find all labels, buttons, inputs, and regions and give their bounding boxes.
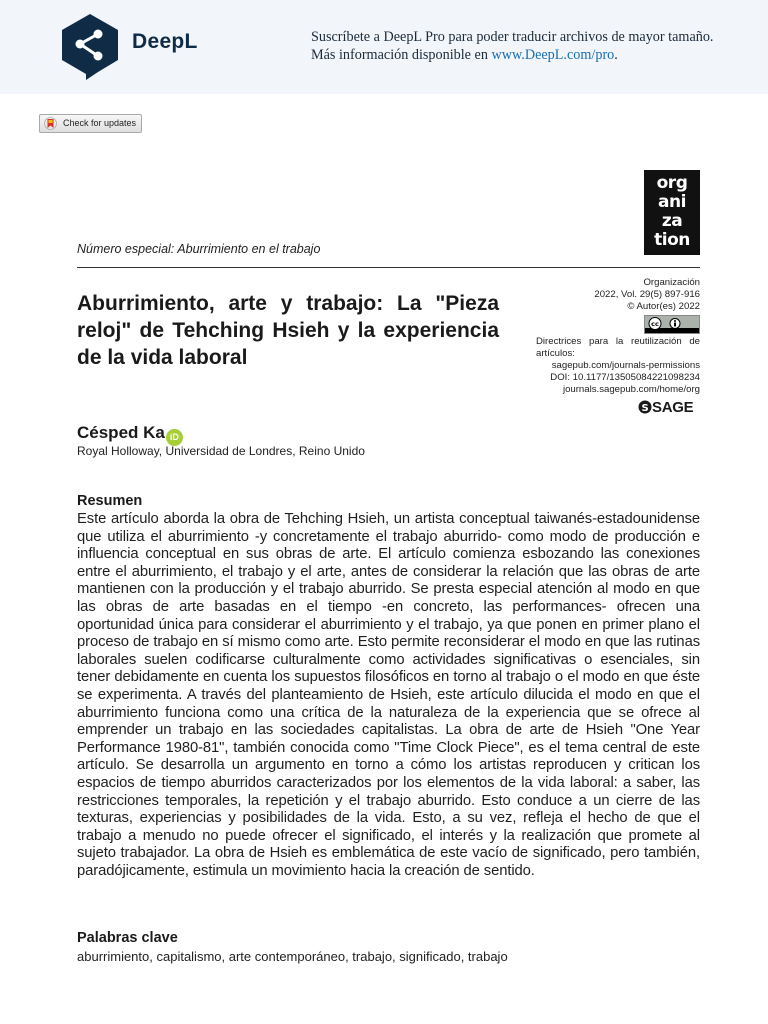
doi-text[interactable]: DOI: 10.1177/13505084221098234 [550,372,700,384]
sage-logo-text: SAGE [652,399,694,416]
logo-line-2: ani [658,192,686,212]
permissions-link[interactable]: sagepub.com/journals-permissions [551,360,700,372]
journal-home-link[interactable]: journals.sagepub.com/home/org [562,384,700,396]
journal-volume: 2022, Vol. 29(5) 897-916 [594,289,700,301]
keywords-list: aburrimiento, capitalismo, arte contemporáneo, trabajo, significado, trabajo [77,949,508,964]
abstract-heading: Resumen [77,493,143,509]
creative-commons-badge-icon [644,315,700,334]
cc-badge-text: cc [651,319,659,328]
deepl-logo-icon[interactable] [58,12,122,82]
abstract-body: Este artículo aborda la obra de Tehching Hsieh, un artista conceptual taiwanés-estadounidense que utiliza el aburrimiento -y concretamente el trabajo aburrido- como modo de producción e influencia conceptual en sus obras de arte. El artículo comienza esbozando las conexiones entre el aburrimiento, el trabajo y el arte, antes de considerar la relación que las obras de arte mantienen con la producción y el trabajo aburrido. Se presta especial atención al modo en que las obras de arte basadas en el tiempo -en concreto, las performances- ofrecen una oportunidad única para considerar el aburrimiento y el trabajo, ya que ponen en primer plano el proceso de trabajo en sí mismo como arte. Esto permite reconsiderar el modo en que las rutinas laborales suelen codificarse culturalmente como actividades significativas o esenciales, sin tener debidamente en cuenta los supuestos filosóficos en torno al trabajo o el modo en que éste se experimenta. A través del planteamiento de Hsieh, este artículo dilucida el modo en que el aburrimiento funciona como una crítica de la naturaleza de la experiencia que se ofrece al emprender un trabajo en las sociedades capitalistas. La obra de arte de Hsieh "One Year Performance 1980-81", también conocida como "Time Clock Piece", es el tema central de este artículo. Se desarrolla un argumento en torno a cómo los artistas reproducen y critican los espacios de tiempo aburridos caracterizados por los elementos de la vida laboral: a saber, las restricciones temporales, la repetición y el trabajo aburrido. Esto conduce a un cierre de las texturas, experiencias y posibilidades de la vida. Esto, a su vez, refleja el hecho de que el trabajo a menudo no puede ofrecer el significado, el interés y la realización que promete al sujeto trabajador. La obra de Hsieh es emblemática de este vacío de significado, pero también, paradójicamente, estimula un movimiento hacia la creación de sentido. [77,511,700,879]
promo-text [311,28,713,64]
check-for-updates-label: Check for updates [63,118,137,128]
article-title: Aburrimiento, arte y trabajo: La "Pieza reloj" de Tehching Hsieh y la experiencia de la vida laboral [77,292,499,369]
deepl-logo-text: DeepL [132,30,198,53]
organization-journal-logo [644,170,700,255]
header-divider [77,267,700,268]
check-for-updates-button[interactable] [39,114,142,133]
logo-line-3: za [661,211,683,231]
journal-name: Organización [643,277,700,288]
sage-logo [638,399,693,416]
author-affiliation: Royal Holloway, Universidad de Londres, Reino Unido [77,444,365,458]
crossmark-icon [44,117,57,130]
article-meta [536,277,700,397]
promo-prefix: Más información disponible en [311,47,492,63]
author-name-text: Césped Ka [77,423,165,442]
deepl-pro-link[interactable]: www.DeepL.com/pro [491,47,615,63]
author-name [77,423,183,446]
keywords-heading: Palabras clave [77,930,178,946]
copyright-line: © Autor(es) 2022 [627,301,700,313]
promo-suffix: . [614,47,618,63]
special-issue-label: Número especial: Aburrimiento en el trabajo [77,242,321,256]
logo-line-4: tion [654,230,690,250]
svg-text:S: S [641,403,649,414]
deepl-banner [0,0,768,94]
promo-line-1: Suscríbete a DeepL Pro para poder traducir archivos de mayor tamaño. [311,29,714,45]
logo-line-1: org [656,173,688,193]
permissions-text: Directrices para la reutilización de artículos: [536,335,700,359]
orcid-icon[interactable]: iD [166,429,183,446]
sage-s-icon [638,400,652,414]
promo-line-2 [311,46,713,64]
